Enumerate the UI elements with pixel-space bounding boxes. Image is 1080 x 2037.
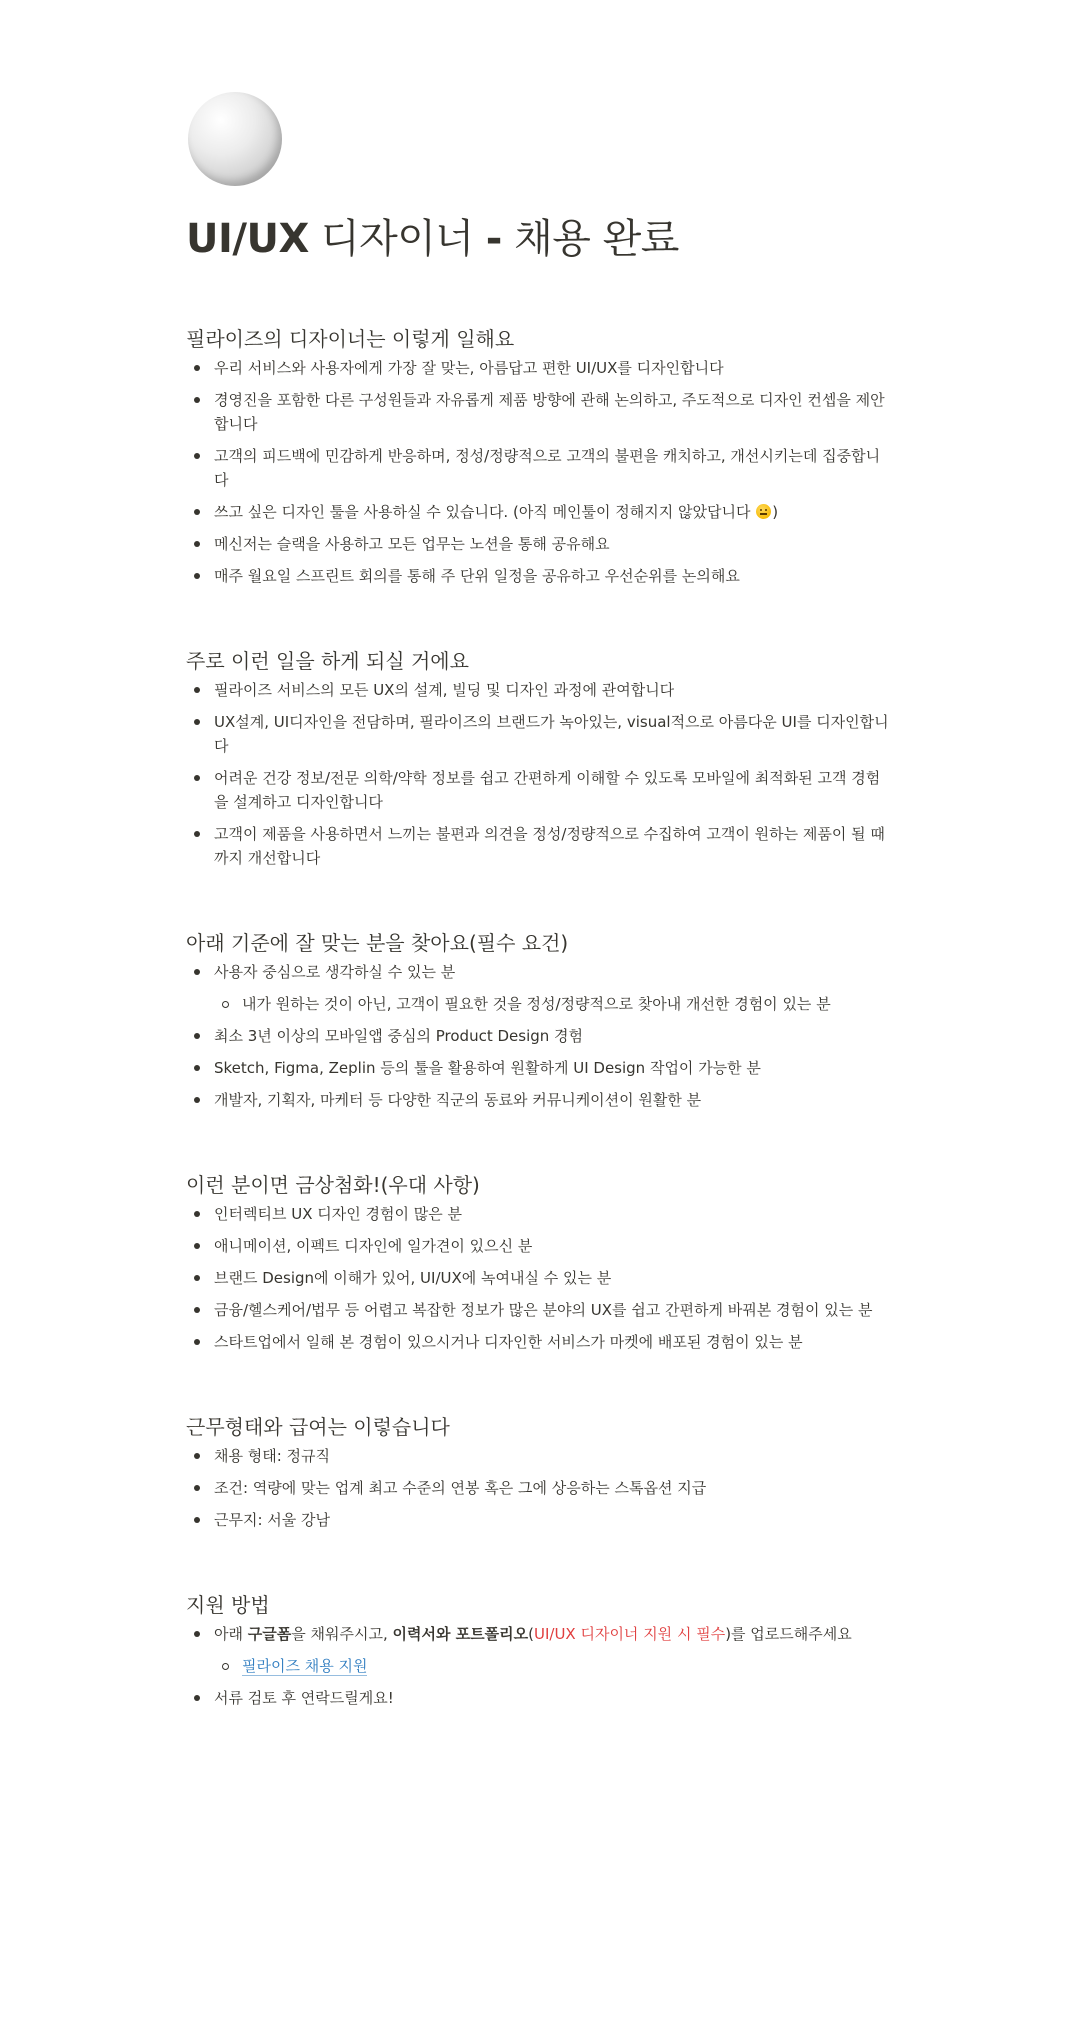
list-item: 최소 3년 이상의 모바일앱 중심의 Product Design 경험: [186, 1024, 894, 1048]
title-rest: 디자이너: [308, 216, 486, 262]
section-heading: 근무형태와 급여는 이렇습니다: [186, 1415, 450, 1439]
section-preferred: [186, 1170, 894, 1354]
page-title: [186, 212, 894, 266]
list-item: 경영진을 포함한 다른 구성원들과 자유롭게 제품 방향에 관해 논의하고, 주도적으로 디자인 컨셉을 제안합니다: [186, 388, 894, 436]
list-item: 고객이 제품을 사용하면서 느끼는 불편과 의견을 정성/정량적으로 수집하여 고객이 원하는 제품이 될 때까지 개선합니다: [186, 822, 894, 870]
list-item: 어려운 건강 정보/전문 의학/약학 정보를 쉽고 간편하게 이해할 수 있도록 모바일에 최적화된 고객 경험을 설계하고 디자인합니다: [186, 766, 894, 814]
list-item: 브랜드 Design에 이해가 있어, UI/UX에 녹여내실 수 있는 분: [186, 1266, 894, 1290]
bullet-list: [186, 678, 894, 870]
section-heading: 지원 방법: [186, 1593, 270, 1617]
list-item: 필라이즈 서비스의 모든 UX의 설계, 빌딩 및 디자인 과정에 관여합니다: [186, 678, 894, 702]
section-heading: 아래 기준에 잘 맞는 분을 찾아요(필수 요건): [186, 931, 569, 955]
list-item: 개발자, 기획자, 마케터 등 다양한 직군의 동료와 커뮤니케이션이 원활한 분: [186, 1088, 894, 1112]
bullet-list: [186, 1444, 894, 1532]
bullet-list: [186, 960, 894, 1112]
title-end: 채용 완료: [501, 216, 679, 262]
section-requirements: [186, 928, 894, 1112]
list-item: [186, 500, 894, 524]
title-dash: -: [485, 216, 502, 262]
apply-bold-google-form: 구글폼: [247, 1625, 292, 1643]
list-item: 스타트업에서 일해 본 경험이 있으시거나 디자인한 서비스가 마켓에 배포된 경험이 있는 분: [186, 1330, 894, 1354]
list-item-text: 사용자 중심으로 생각하실 수 있는 분: [214, 963, 456, 981]
bullet-list: [186, 356, 894, 588]
apply-text: 을 채워주시고,: [291, 1625, 393, 1643]
title-bold: UI/UX: [186, 216, 309, 262]
list-item: 채용 형태: 정규직: [186, 1444, 894, 1468]
bullet-list: [186, 1622, 894, 1710]
list-item-text-end: ): [772, 503, 779, 521]
list-item: UX설계, UI디자인을 전담하며, 필라이즈의 브랜드가 녹아있는, visual적으로 아름다운 UI를 디자인합니다: [186, 710, 894, 758]
page-content: [186, 0, 894, 1710]
list-item: [186, 1622, 894, 1678]
section-how-to-apply: [186, 1590, 894, 1710]
apply-text: )를 업로드해주세요: [725, 1625, 852, 1643]
list-item: 근무지: 서울 강남: [186, 1508, 894, 1532]
apply-required-note: UI/UX 디자이너 지원 시 필수: [533, 1625, 726, 1643]
sub-list-item: 내가 원하는 것이 아닌, 고객이 필요한 것을 정성/정량적으로 찾아내 개선한 경험이 있는 분: [214, 992, 894, 1016]
apply-text: 아래: [214, 1625, 248, 1643]
sub-bullet-list: [214, 992, 894, 1016]
list-item: 고객의 피드백에 민감하게 반응하며, 정성/정량적으로 고객의 불편을 캐치하고, 개선시키는데 집중합니다: [186, 444, 894, 492]
list-item: 메신저는 슬랙을 사용하고 모든 업무는 노션을 통해 공유해요: [186, 532, 894, 556]
section-responsibilities: [186, 646, 894, 870]
smile-emoji-icon: [756, 504, 771, 519]
list-item: 우리 서비스와 사용자에게 가장 잘 맞는, 아름답고 편한 UI/UX를 디자인합니다: [186, 356, 894, 380]
list-item: 서류 검토 후 연락드릴게요!: [186, 1686, 894, 1710]
apply-link[interactable]: 필라이즈 채용 지원: [242, 1657, 368, 1675]
bullet-list: [186, 1202, 894, 1354]
apply-text: (: [528, 1625, 534, 1643]
sub-list-item: [214, 1654, 894, 1678]
list-item: 매주 월요일 스프린트 회의를 통해 주 단위 일정을 공유하고 우선순위를 논의해요: [186, 564, 894, 588]
circle-icon: [188, 92, 282, 186]
section-heading: 필라이즈의 디자이너는 이렇게 일해요: [186, 327, 515, 351]
sub-bullet-list: [214, 1654, 894, 1678]
section-conditions: [186, 1412, 894, 1532]
list-item: 인터렉티브 UX 디자인 경험이 많은 분: [186, 1202, 894, 1226]
list-item: 애니메이션, 이펙트 디자인에 일가견이 있으신 분: [186, 1234, 894, 1258]
section-how-we-work: [186, 324, 894, 588]
apply-bold-resume: 이력서와 포트폴리오: [392, 1625, 529, 1643]
list-item: 조건: 역량에 맞는 업계 최고 수준의 연봉 혹은 그에 상응하는 스톡옵션 지급: [186, 1476, 894, 1500]
list-item: 금융/헬스케어/법무 등 어렵고 복잡한 정보가 많은 분야의 UX를 쉽고 간편하게 바꿔본 경험이 있는 분: [186, 1298, 894, 1322]
section-heading: 주로 이런 일을 하게 되실 거에요: [186, 649, 469, 673]
list-item: [186, 960, 894, 1016]
list-item-text: 쓰고 싶은 디자인 툴을 사용하실 수 있습니다. (아직 메인툴이 정해지지 않았답니다: [214, 503, 756, 521]
section-heading: 이런 분이면 금상첨화!(우대 사항): [186, 1173, 480, 1197]
list-item: Sketch, Figma, Zeplin 등의 툴을 활용하여 원활하게 UI Design 작업이 가능한 분: [186, 1056, 894, 1080]
